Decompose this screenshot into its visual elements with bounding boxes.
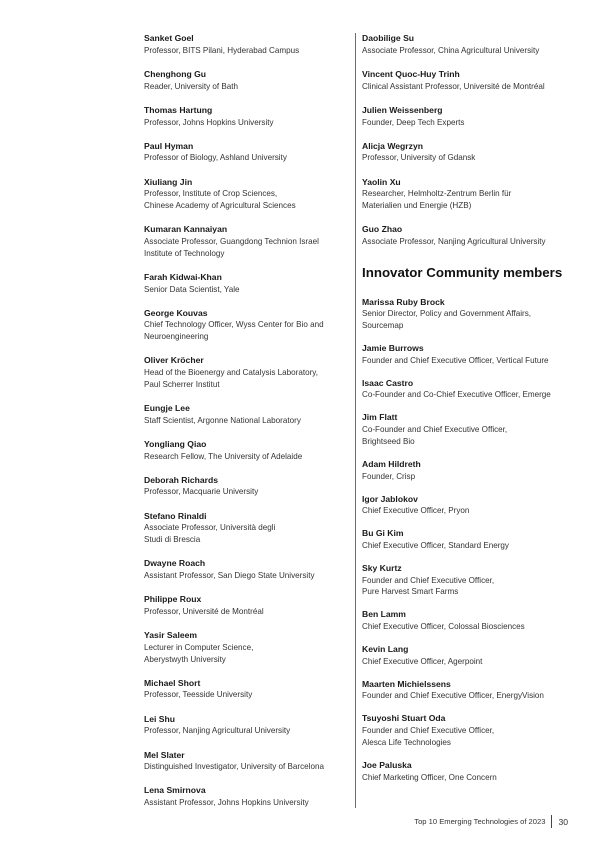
person-name: Isaac Castro <box>362 377 414 388</box>
person-name: Tsuyoshi Stuart Oda <box>362 713 446 724</box>
person-role: Lecturer in Computer Science, Aberystwyth University <box>144 642 254 664</box>
person-name: Alicja Wegrzyn <box>362 140 423 151</box>
person-role: Founder and Chief Executive Officer, Alesca Life Technologies <box>362 726 495 747</box>
person-role: Founder and Chief Executive Officer, Vertical Future <box>362 355 549 365</box>
person-role: Staff Scientist, Argonne National Laboratory <box>144 415 301 425</box>
person-entry <box>144 403 344 426</box>
person-entry <box>362 609 572 632</box>
right-column <box>362 33 572 795</box>
person-name: Kumaran Kannaiyan <box>144 224 228 235</box>
person-name: Sky Kurtz <box>362 562 402 573</box>
person-role: Associate Professor, China Agricultural University <box>362 45 540 55</box>
person-entry <box>144 594 344 617</box>
person-entry <box>362 378 572 401</box>
person-role: Professor, Teesside University <box>144 690 253 700</box>
person-role: Founder and Chief Executive Officer, EnergyVision <box>362 691 544 701</box>
person-role: Clinical Assistant Professor, Université de Montréal <box>362 81 545 91</box>
person-entry <box>362 297 572 332</box>
person-entry <box>144 141 344 164</box>
person-entry <box>144 558 344 581</box>
person-entry <box>144 355 344 390</box>
person-entry <box>144 750 344 773</box>
person-name: Julien Weissenberg <box>362 104 443 115</box>
person-entry <box>144 511 344 546</box>
person-name: Vincent Quoc-Huy Trinh <box>362 68 460 79</box>
person-name: Deborah Richards <box>144 474 219 485</box>
person-entry <box>362 141 572 164</box>
person-name: Thomas Hartung <box>144 104 213 115</box>
person-entry <box>362 69 572 92</box>
person-name: Maarten Michielssens <box>362 678 451 689</box>
person-name: Oliver Kröcher <box>144 355 204 366</box>
person-name: Xiuliang Jin <box>144 176 193 187</box>
person-entry <box>144 69 344 92</box>
person-role: Head of the Bioenergy and Catalysis Laboratory, Paul Scherrer Institut <box>144 368 318 389</box>
person-role: Assistant Professor, Johns Hopkins University <box>144 798 309 808</box>
person-entry <box>144 33 344 56</box>
column-divider <box>355 33 356 808</box>
person-role: Co-Founder and Chief Executive Officer, Brightseed Bio <box>362 425 508 446</box>
person-role: Associate Professor, Guangdong Technion Israel Institute of Technology <box>144 236 319 258</box>
person-name: Michael Short <box>144 677 201 688</box>
person-entry <box>362 343 572 366</box>
person-role: Associate Professor, Università degli Studi di Brescia <box>144 523 276 545</box>
person-role: Professor, BITS Pilani, Hyderabad Campus <box>144 45 300 55</box>
person-name: Jim Flatt <box>362 412 398 423</box>
person-name: Yaolin Xu <box>362 176 401 187</box>
person-name: Igor Jablokov <box>362 493 418 504</box>
person-entry <box>144 475 344 498</box>
report-title: Top 10 Emerging Technologies of 2023 <box>414 817 546 826</box>
person-name: Bu Gi Kim <box>362 528 404 539</box>
person-role: Chief Executive Officer, Standard Energy <box>362 540 509 550</box>
person-role: Chief Executive Officer, Pryon <box>362 506 470 516</box>
person-entry <box>144 272 344 295</box>
person-entry <box>144 630 344 665</box>
person-name: Adam Hildreth <box>362 458 421 469</box>
person-entry <box>362 644 572 667</box>
person-name: Kevin Lang <box>362 644 409 655</box>
person-entry <box>144 714 344 737</box>
person-role: Chief Technology Officer, Wyss Center for Bio and Neuroengineering <box>144 320 324 342</box>
person-name: Eungje Lee <box>144 402 190 413</box>
person-name: Joe Paluska <box>362 759 412 770</box>
person-name: Marissa Ruby Brock <box>362 296 445 307</box>
person-name: Lei Shu <box>144 713 176 724</box>
person-role: Professor, Johns Hopkins University <box>144 117 274 127</box>
person-entry <box>144 785 344 808</box>
person-entry <box>362 33 572 56</box>
person-entry <box>144 105 344 128</box>
person-name: Philippe Roux <box>144 594 202 605</box>
page-footer <box>414 815 568 828</box>
person-name: Stefano Rinaldi <box>144 510 207 521</box>
person-entry <box>362 105 572 128</box>
person-name: Daobilige Su <box>362 33 415 43</box>
person-name: Chenghong Gu <box>144 68 207 79</box>
person-name: Yongliang Qiao <box>144 438 207 449</box>
right-column-top-list <box>362 33 572 248</box>
person-role: Reader, University of Bath <box>144 81 239 91</box>
person-entry <box>362 528 572 551</box>
person-name: Guo Zhao <box>362 224 403 235</box>
person-role: Chief Marketing Officer, One Concern <box>362 772 497 782</box>
person-role: Founder and Chief Executive Officer, Pure Harvest Smart Farms <box>362 575 495 597</box>
person-role: Professor, Nanjing Agricultural University <box>144 726 291 736</box>
person-name: George Kouvas <box>144 307 208 318</box>
person-role: Research Fellow, The University of Adelaide <box>144 451 303 461</box>
person-entry <box>144 678 344 701</box>
person-role: Professor, Macquarie University <box>144 487 259 497</box>
section-title: Innovator Community members <box>362 264 563 280</box>
person-role: Senior Director, Policy and Government Affairs, Sourcemap <box>362 309 531 331</box>
person-role: Senior Data Scientist, Yale <box>144 284 240 294</box>
person-role: Associate Professor, Nanjing Agricultural University <box>362 236 546 246</box>
person-name: Mel Slater <box>144 749 185 760</box>
person-name: Yasir Saleem <box>144 630 198 641</box>
person-entry <box>362 177 572 212</box>
person-name: Farah Kidwai-Khan <box>144 271 222 282</box>
person-name: Ben Lamm <box>362 609 406 620</box>
person-name: Sanket Goel <box>144 33 194 43</box>
person-role: Researcher, Helmholtz-Zentrum Berlin für Materialien und Energie (HZB) <box>362 189 512 211</box>
person-name: Lena Smirnova <box>144 785 206 796</box>
person-role: Professor, Université de Montréal <box>144 606 264 616</box>
person-name: Dwayne Roach <box>144 558 206 569</box>
person-role: Chief Executive Officer, Agerpoint <box>362 656 483 666</box>
person-entry <box>362 494 572 517</box>
person-entry <box>144 224 344 259</box>
person-entry <box>362 412 572 447</box>
person-role: Founder, Deep Tech Experts <box>362 117 465 127</box>
person-name: Paul Hyman <box>144 140 194 151</box>
person-role: Professor, University of Gdansk <box>362 153 476 163</box>
person-role: Professor, Institute of Crop Sciences, Chinese Academy of Agricultural Sciences <box>144 189 296 211</box>
left-column <box>144 33 344 821</box>
person-entry <box>362 760 572 783</box>
person-role: Co-Founder and Co-Chief Executive Officer, Emerge <box>362 390 551 400</box>
footer-separator <box>551 815 552 828</box>
person-role: Distinguished Investigator, University of Barcelona <box>144 762 324 772</box>
person-entry <box>362 713 572 748</box>
person-entry <box>144 177 344 212</box>
innovator-community-list <box>362 297 572 784</box>
person-role: Professor of Biology, Ashland University <box>144 153 287 163</box>
person-entry <box>362 679 572 702</box>
person-entry <box>144 308 344 343</box>
person-name: Jamie Burrows <box>362 343 424 354</box>
person-entry <box>362 459 572 482</box>
person-entry <box>362 224 572 247</box>
page-number: 30 <box>558 816 568 827</box>
person-role: Chief Executive Officer, Colossal Biosciences <box>362 622 525 632</box>
person-role: Assistant Professor, San Diego State University <box>144 571 315 580</box>
person-role: Founder, Crisp <box>362 471 416 481</box>
person-entry <box>362 563 572 598</box>
person-entry <box>144 439 344 462</box>
